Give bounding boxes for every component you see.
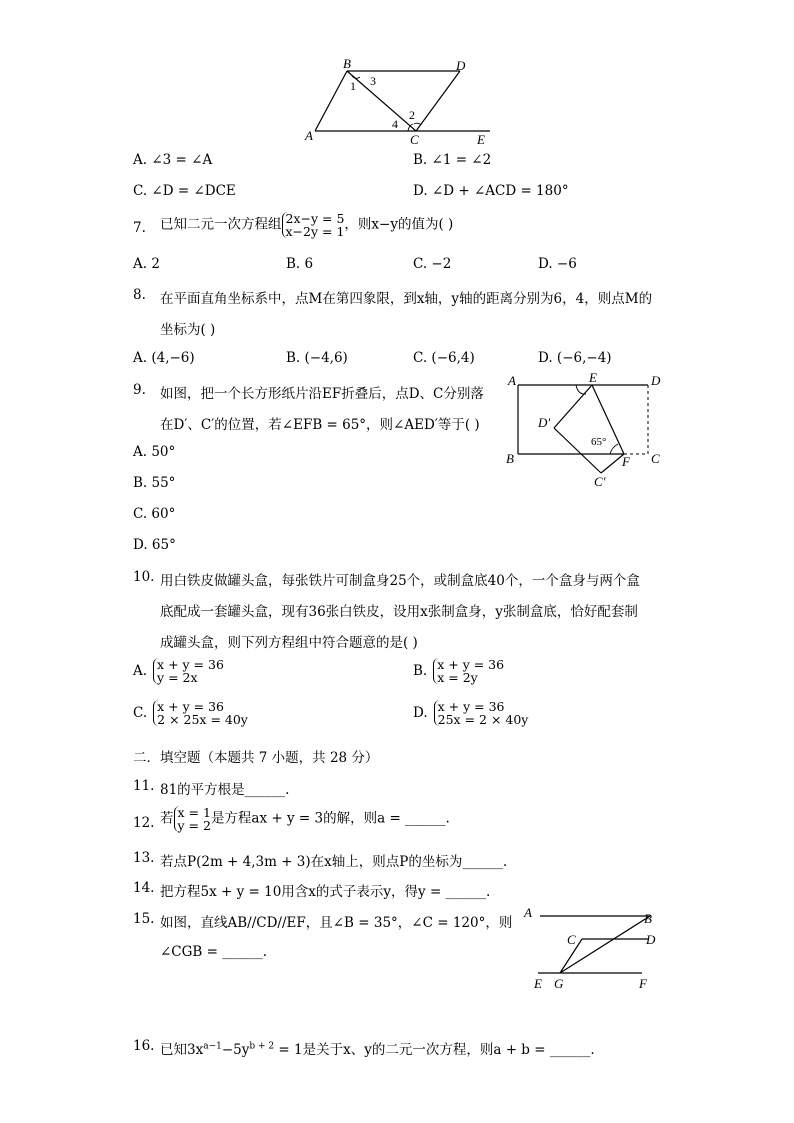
point-D-label: D: [456, 58, 466, 73]
q10-b-eq2: x = 2y: [437, 670, 478, 685]
fold-point-F-label: F: [622, 454, 630, 469]
q9-line2: 在D′、C′的位置，若∠EFB = 65°，则∠AED′等于( ): [160, 417, 480, 433]
q9-line1: 如图，把一个长方形纸片沿EF折叠后，点D、C分别落: [160, 386, 484, 402]
q10-option-c-system: [153, 700, 248, 726]
q14-text: 把方程5x + y = 10用含x的式子表示y，得y = ______.: [160, 884, 491, 900]
q14-number: 14.: [133, 880, 155, 896]
fold-point-Dprime-label: D′: [538, 415, 551, 430]
q8-option-d: D. (−6,−4): [538, 350, 612, 366]
q10-line2: 底配成一套罐头盒，现有36张白铁皮，设用x张制盒身，y张制盒底，恰好配套制: [160, 604, 638, 620]
q10-c-eq2: 2 × 25x = 40y: [157, 712, 248, 727]
q12-question: [160, 806, 450, 832]
cgb-point-C-label: C: [567, 932, 576, 947]
q6-option-a: A. ∠3 = ∠A: [133, 152, 213, 168]
q8-option-b: B. (−4,6): [286, 350, 348, 366]
q7-option-a: A. 2: [133, 256, 160, 272]
q11-text: 81的平方根是______.: [160, 782, 290, 798]
angle-3-label: 3: [370, 74, 376, 88]
q16-text-pre: 已知3x: [160, 1042, 204, 1058]
cgb-point-D-label: D: [646, 932, 656, 947]
q16-exponent-1: a−1: [203, 1041, 222, 1052]
fold-point-Cprime-label: C′: [594, 474, 606, 489]
q9-number: 9.: [133, 382, 146, 398]
cgb-point-F-label: F: [639, 976, 647, 991]
q16-question: [160, 1038, 595, 1058]
q7-text-post: ，则x−y的值为( ): [344, 216, 454, 233]
q16-text-mid: −5y: [221, 1042, 250, 1058]
q10-option-d-label: D.: [413, 705, 428, 721]
folded-rectangle-figure: [500, 370, 675, 495]
parallel-lines-cgb-figure: [520, 900, 670, 995]
q13-number: 13.: [133, 850, 155, 866]
q6-option-b: B. ∠1 = ∠2: [413, 152, 492, 168]
angle-4-label: 4: [392, 117, 398, 131]
point-B-label: B: [343, 56, 351, 71]
q10-option-d-system: [434, 700, 529, 726]
q7-eq1: 2x−y = 5: [285, 211, 345, 226]
q13-text: 若点P(2m + 4,3m + 3)在x轴上，则点P的坐标为______.: [160, 854, 508, 870]
q8-number: 8.: [133, 287, 146, 303]
fold-point-D-label: D: [651, 373, 661, 388]
q8-option-a: A. (4,−6): [133, 350, 195, 366]
q10-d-eq2: 25x = 2 × 40y: [437, 712, 529, 727]
fold-point-E-label: E: [589, 370, 597, 385]
q10-option-c: [133, 700, 248, 726]
q10-option-a-label: A.: [133, 663, 148, 679]
q10-c-eq1: x + y = 36: [157, 699, 224, 714]
q9-option-a: A. 50°: [133, 444, 176, 460]
q10-option-c-label: C.: [133, 705, 148, 721]
fold-point-C-label: C: [651, 451, 660, 466]
cgb-point-A-label: A: [524, 905, 532, 920]
q15-line2: ∠CGB = ______.: [160, 944, 268, 960]
q7-option-c: C. −2: [413, 256, 452, 272]
q10-a-eq1: x + y = 36: [157, 657, 224, 672]
q8-line1: 在平面直角坐标系中，点M在第四象限，到x轴，y轴的距离分别为6，4，则点M的: [160, 291, 653, 307]
q10-d-eq1: x + y = 36: [437, 699, 505, 714]
fold-point-A-label: A: [508, 373, 516, 388]
point-A-label: A: [305, 128, 313, 143]
q15-line1: 如图，直线AB//CD//EF，且∠B = 35°，∠C = 120°，则: [160, 915, 513, 931]
q16-number: 16.: [133, 1038, 155, 1054]
q7-question: [160, 212, 453, 238]
section-heading: 二．填空题（本题共 7 小题，共 28 分）: [133, 750, 379, 766]
q7-option-d: D. −6: [538, 256, 577, 272]
q12-text-pre: 若: [160, 810, 174, 827]
q7-text-pre: 已知二元一次方程组: [160, 216, 282, 233]
fold-angle-label: 65°: [591, 436, 607, 448]
q10-a-eq2: y = 2x: [157, 670, 198, 685]
q6-option-d: D. ∠D + ∠ACD = 180°: [413, 183, 569, 199]
q15-number: 15.: [133, 911, 155, 927]
q12-eq2: y = 2: [177, 818, 211, 833]
q12-number: 12.: [133, 815, 155, 831]
parallel-lines-figure: [300, 55, 500, 150]
q7-number: 7.: [133, 220, 146, 236]
q9-option-d: D. 65°: [133, 537, 176, 553]
q16-exponent-2: b + 2: [249, 1041, 275, 1052]
cgb-point-B-label: B: [644, 911, 652, 926]
q10-b-eq1: x + y = 36: [437, 657, 505, 672]
q7-option-b: B. 6: [286, 256, 314, 272]
fold-point-B-label: B: [506, 451, 514, 466]
angle-2-label: 2: [409, 108, 415, 122]
q10-option-d: [413, 700, 528, 726]
point-C-label: C: [410, 132, 419, 147]
q10-number: 10.: [133, 569, 155, 585]
q7-equation-system: [282, 212, 345, 238]
q6-option-c: C. ∠D = ∠DCE: [133, 183, 236, 199]
q10-line3: 成罐头盒，则下列方程组中符合题意的是( ): [160, 635, 418, 651]
point-E-label: E: [477, 132, 485, 147]
cgb-point-E-label: E: [534, 976, 542, 991]
q7-eq2: x−2y = 1: [285, 224, 345, 239]
q11-number: 11.: [133, 778, 155, 794]
q8-line2: 坐标为( ): [160, 322, 216, 338]
q12-eq1: x = 1: [177, 805, 211, 820]
q12-text-post: 是方程ax + y = 3的解，则a = ______.: [210, 810, 450, 827]
q10-option-b-system: [433, 658, 504, 684]
q9-option-b: B. 55°: [133, 475, 176, 491]
q10-option-a-system: [153, 658, 224, 684]
q10-option-b: [413, 658, 504, 684]
q10-option-a: [133, 658, 224, 684]
q12-equation-system: [174, 806, 211, 832]
q10-line1: 用白铁皮做罐头盒，每张铁片可制盒身25个，或制盒底40个，一个盒身与两个盒: [160, 573, 640, 589]
q16-text-post: = 1是关于x、y的二元一次方程，则a + b = ______.: [274, 1042, 595, 1058]
q10-option-b-label: B.: [413, 663, 428, 679]
angle-1-label: 1: [350, 79, 356, 93]
q8-option-c: C. (−6,4): [413, 350, 475, 366]
cgb-point-G-label: G: [554, 976, 564, 991]
q9-option-c: C. 60°: [133, 506, 176, 522]
